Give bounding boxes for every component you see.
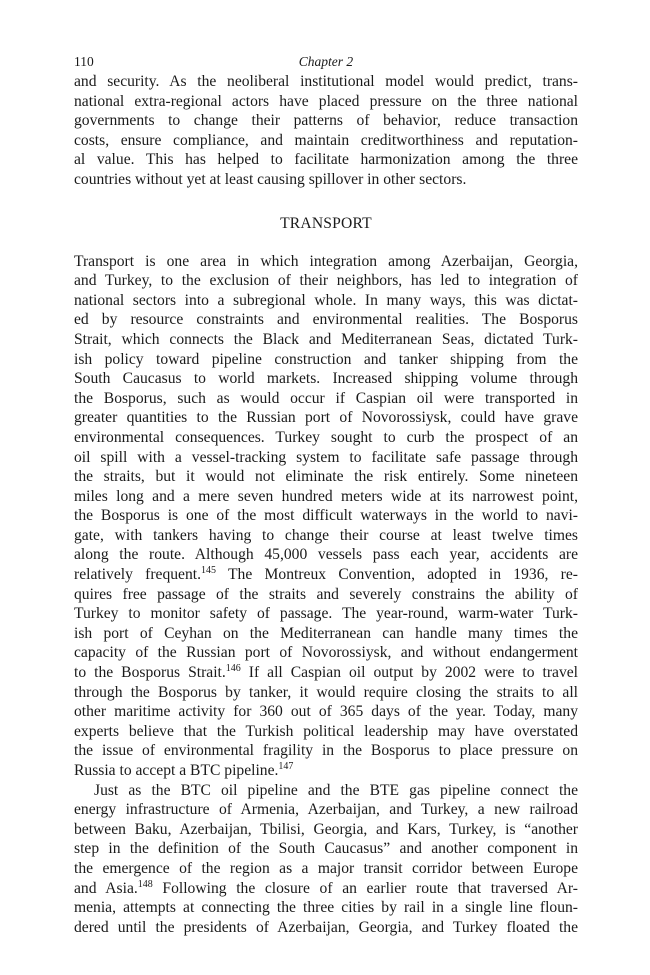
text-line: Turkey to monitor safety of passage. The year-round, warm-water Turk-: [74, 605, 578, 623]
rail-paragraph: [74, 781, 578, 938]
text-line: the issue of environmental fragility in the Bosporus to place pressure on: [74, 742, 578, 760]
text-line: along the route. Although 45,000 vessels pass each year, accidents are: [74, 546, 578, 564]
text-line: Strait, which connects the Black and Mediterranean Seas, dictated Turk-: [74, 330, 578, 348]
footnote-marker[interactable]: 145: [201, 565, 217, 577]
text-line: quires free passage of the straits and severely constrains the ability of: [74, 585, 578, 603]
text-line: national sectors into a subregional whole. In many ways, this was dictat-: [74, 291, 578, 309]
text-line: countries without yet at least causing spillover in other sectors.: [74, 170, 467, 188]
intro-paragraph: [74, 72, 578, 190]
text-line: menia, attempts at connecting the three cities by rail in a single line floun-: [74, 899, 578, 917]
footnote-marker[interactable]: 147: [278, 761, 294, 772]
text-line: Transport is one area in which integration among Azerbaijan, Georgia,: [74, 252, 578, 270]
text-line: dered until the presidents of Azerbaijan, Georgia, and Turkey floated the: [74, 918, 578, 936]
text-line: miles long and a mere seven hundred meters wide at its narrowest point,: [74, 487, 578, 505]
page-number: 110: [74, 54, 94, 69]
text-line: and security. As the neoliberal institutional model would predict, trans-: [74, 73, 578, 90]
book-page: [74, 0, 578, 937]
section-heading: TRANSPORT: [280, 214, 372, 232]
text-line: through the Bosporus by tanker, it would require closing the straits to all: [74, 683, 578, 701]
text-line: al value. This has helped to facilitate harmonization among the three: [74, 151, 578, 169]
text-line: ed by resource constraints and environmental realities. The Bosporus: [74, 311, 578, 329]
text-line: greater quantities to the Russian port of Novorossiysk, could have grave: [74, 409, 578, 427]
text-line: experts believe that the Turkish political leadership may have overstated: [74, 722, 578, 740]
text-line: gate, with tankers having to change their course at least twelve times: [74, 526, 578, 544]
body-text: [74, 72, 578, 937]
text-line: national extra-regional actors have placed pressure on the three national: [74, 92, 578, 110]
text-line-with-note: [74, 879, 578, 899]
text-line: energy infrastructure of Armenia, Azerbaijan, and Turkey, a new railroad: [74, 801, 578, 819]
transport-paragraph: [74, 252, 578, 781]
line-text: Following the closure of an earlier route that traversed Ar-: [152, 879, 578, 897]
text-line: the straits, but it would not eliminate the risk entirely. Some nineteen: [74, 468, 578, 486]
line-text: relatively frequent.: [74, 566, 202, 584]
text-line: oil spill with a vessel-tracking system to facilitate safe passage through: [74, 448, 578, 466]
text-line: Just as the BTC oil pipeline and the BTE gas pipeline connect the: [94, 781, 578, 799]
text-line: South Caucasus to world markets. Increased shipping volume through: [74, 370, 578, 388]
text-line: governments to change their patterns of behavior, reduce transaction: [74, 112, 578, 130]
text-line-with-note: [74, 663, 578, 683]
footnote-marker[interactable]: 148: [137, 878, 153, 890]
text-line: other maritime activity for 360 out of 365 days of the year. Today, many: [74, 703, 578, 721]
text-line: environmental consequences. Turkey sought to curb the prospect of an: [74, 428, 578, 446]
text-line: the emergence of the region as a major transit corridor between Europe: [74, 859, 578, 877]
text-line: capacity of the Russian port of Novorossiysk, and without endangerment: [74, 644, 578, 662]
line-text: and Asia.: [74, 879, 138, 897]
text-line-with-note: [74, 565, 578, 585]
line-text: The Montreux Convention, adopted in 1936, re-: [216, 566, 578, 584]
footnote-marker[interactable]: 146: [225, 663, 241, 675]
text-line-with-note: [74, 761, 578, 781]
text-line: the Bosporus is one of the most difficult waterways in the world to navi-: [74, 507, 578, 525]
line-text: Russia to accept a BTC pipeline.: [74, 762, 279, 779]
text-line: the Bosporus, such as would occur if Caspian oil were transported in: [74, 389, 578, 407]
text-line: between Baku, Azerbaijan, Tbilisi, Georgia, and Kars, Turkey, is “another: [74, 820, 578, 838]
chapter-label: Chapter 2: [298, 54, 354, 69]
line-text: to the Bosporus Strait.: [74, 664, 226, 682]
text-line: ish port of Ceyhan on the Mediterranean can handle many times the: [74, 624, 578, 642]
text-line: and Turkey, to the exclusion of their neighbors, has led to integration of: [74, 272, 578, 290]
text-line: ish policy toward pipeline construction and tanker shipping from the: [74, 350, 578, 368]
text-line: step in the definition of the South Caucasus” and another component in: [74, 840, 578, 858]
line-text: If all Caspian oil output by 2002 were to travel: [240, 664, 578, 682]
running-head: [74, 52, 578, 72]
text-line: costs, ensure compliance, and maintain creditworthiness and reputation-: [74, 131, 578, 149]
